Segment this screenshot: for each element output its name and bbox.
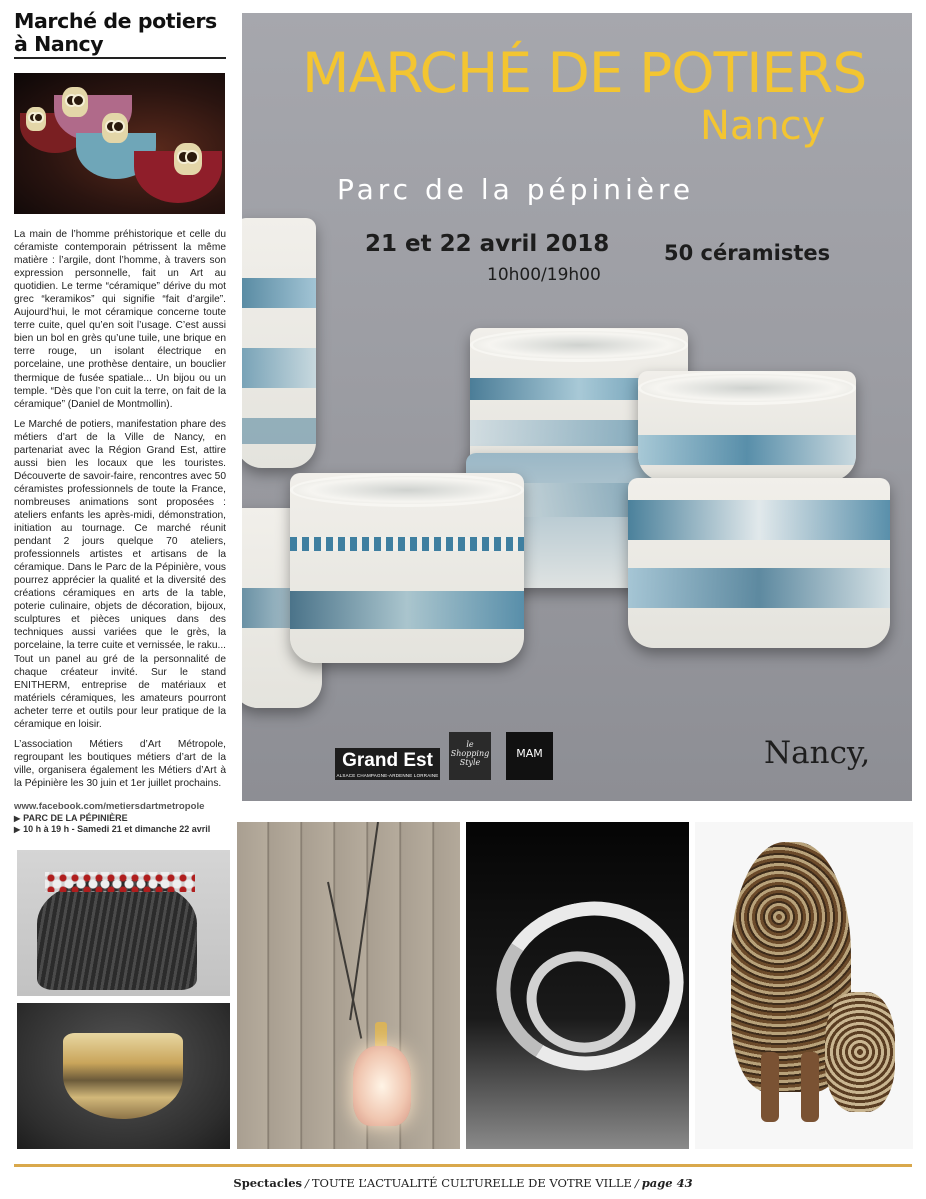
poster-date: 21 et 22 avril 2018 [365, 231, 610, 257]
article-body [14, 228, 226, 797]
owl-bowls-photo [14, 73, 225, 214]
pendant-lamp-photo [237, 822, 460, 1149]
arrow-icon: ▶ [14, 825, 21, 834]
article-paragraph: La main de l’homme préhistorique et celle du céramiste contemporain pétrissent la même matière : l’argile, dont l’homme, à travers son expression personnelle, fait un Art au quotidien. Le terme “céramique” dérive du mot grec “keramikos” qui signifie “fait d’argile”. Aujourd’hui, le mot céramique concerne toute terre cuite, quel qu’en soit l’usage. C’est aussi bien un bol en grès qu’une tuile, une brique en terre rouge, un isolant électrique en porcelaine, une prothèse dentaire, un bouclier thermique de fusée spatiale... Un bijou ou un temple. “Dès que l’on cuit la terre, on fait de la céramique” (Daniel de Montmollin). [14, 229, 226, 410]
white-ribbon-sculpture-photo [466, 822, 689, 1149]
magazine-name: Spectacles [233, 1176, 302, 1190]
ceramic-cup [242, 218, 316, 468]
grand-est-logo-text: Grand Est [342, 750, 433, 771]
shopping-style-logo: le Shopping Style [449, 732, 491, 780]
venue-info [14, 813, 229, 823]
page-footer [0, 1176, 926, 1190]
poster-venue: Parc de la pépinière [337, 173, 695, 206]
grand-est-logo [335, 748, 440, 780]
magazine-tagline: TOUTE L’ACTUALITÉ CULTURELLE DE VOTRE VILLE [311, 1176, 632, 1190]
footer-separator: / [634, 1176, 639, 1190]
event-dates-text: 10 h à 19 h - Samedi 21 et dimanche 22 avril [23, 824, 211, 834]
bird-sculpture-photo [17, 850, 230, 996]
ceramic-cup [290, 473, 524, 663]
footer-divider [14, 1164, 912, 1167]
mam-logo: MAM [506, 732, 553, 780]
venue-name: PARC DE LA PÉPINIÈRE [23, 813, 128, 823]
article-title: Marché de potiers à Nancy [14, 9, 217, 56]
nancy-logo: Nancy, [764, 735, 871, 771]
article-paragraph: L’association Métiers d’Art Métropole, regroupant les boutiques métiers d’art de la ville, organisera également les Métiers d’Art à la Pépinière les 30 juin et 1er juillet prochains. [14, 738, 226, 789]
page-number: page 43 [641, 1176, 693, 1190]
article-paragraph: Le Marché de potiers, manifestation phare des métiers d’art de la Ville de Nancy, en partenariat avec la Région Grand Est, attire aussi bien les locaux que les touristes. Découverte de savoir-faire, rencontres avec 50 céramistes professionnels de toute la France, nombreuses animations sont proposées : ateliers enfants les après-midi, démonstration, initiation au tournage. Ce marché réunit pendant 2 jours quelque 70 ateliers, professionnels artistes et artisans de la céramique. Dans le Parc de la Pépinière, vous pourrez apprécier la qualité et la diversité des créations céramiques en arts de la table, poterie culinaire, objets de décoration, bijoux, sculptures et pièces uniques dans des techniques aussi variées que le grès, la porcelaine, la terre cuite et vernissée, le raku... Tout un panel au gré de la personnalité de chaque créateur invité. Sur le stand ENITHERM, entreprise de matériaux et matériels céramiques, les amateurs pourront acheter terre et outils pour leur pratique de la céramique en loisir. [14, 418, 226, 730]
event-poster [242, 13, 912, 801]
poster-city: Nancy [700, 103, 826, 149]
ceramic-cup [628, 478, 890, 648]
arrow-icon: ▶ [14, 814, 21, 823]
event-dates [14, 824, 229, 834]
spiky-creature-sculpture-photo [695, 822, 913, 1149]
facebook-link[interactable]: www.facebook.com/metiersdartmetropole [14, 801, 205, 812]
title-divider [14, 57, 226, 59]
poster-hours: 10h00/19h00 [487, 265, 601, 285]
grand-est-logo-subtitle: ALSACE CHAMPAGNE-ARDENNE LORRAINE [336, 773, 439, 778]
footer-separator: / [304, 1176, 309, 1190]
ceramic-cup [638, 371, 856, 481]
poster-ceramist-count: 50 céramistes [664, 241, 831, 265]
raku-bowl-photo [17, 1003, 230, 1149]
poster-title: MARCHÉ DE POTIERS [302, 41, 867, 105]
